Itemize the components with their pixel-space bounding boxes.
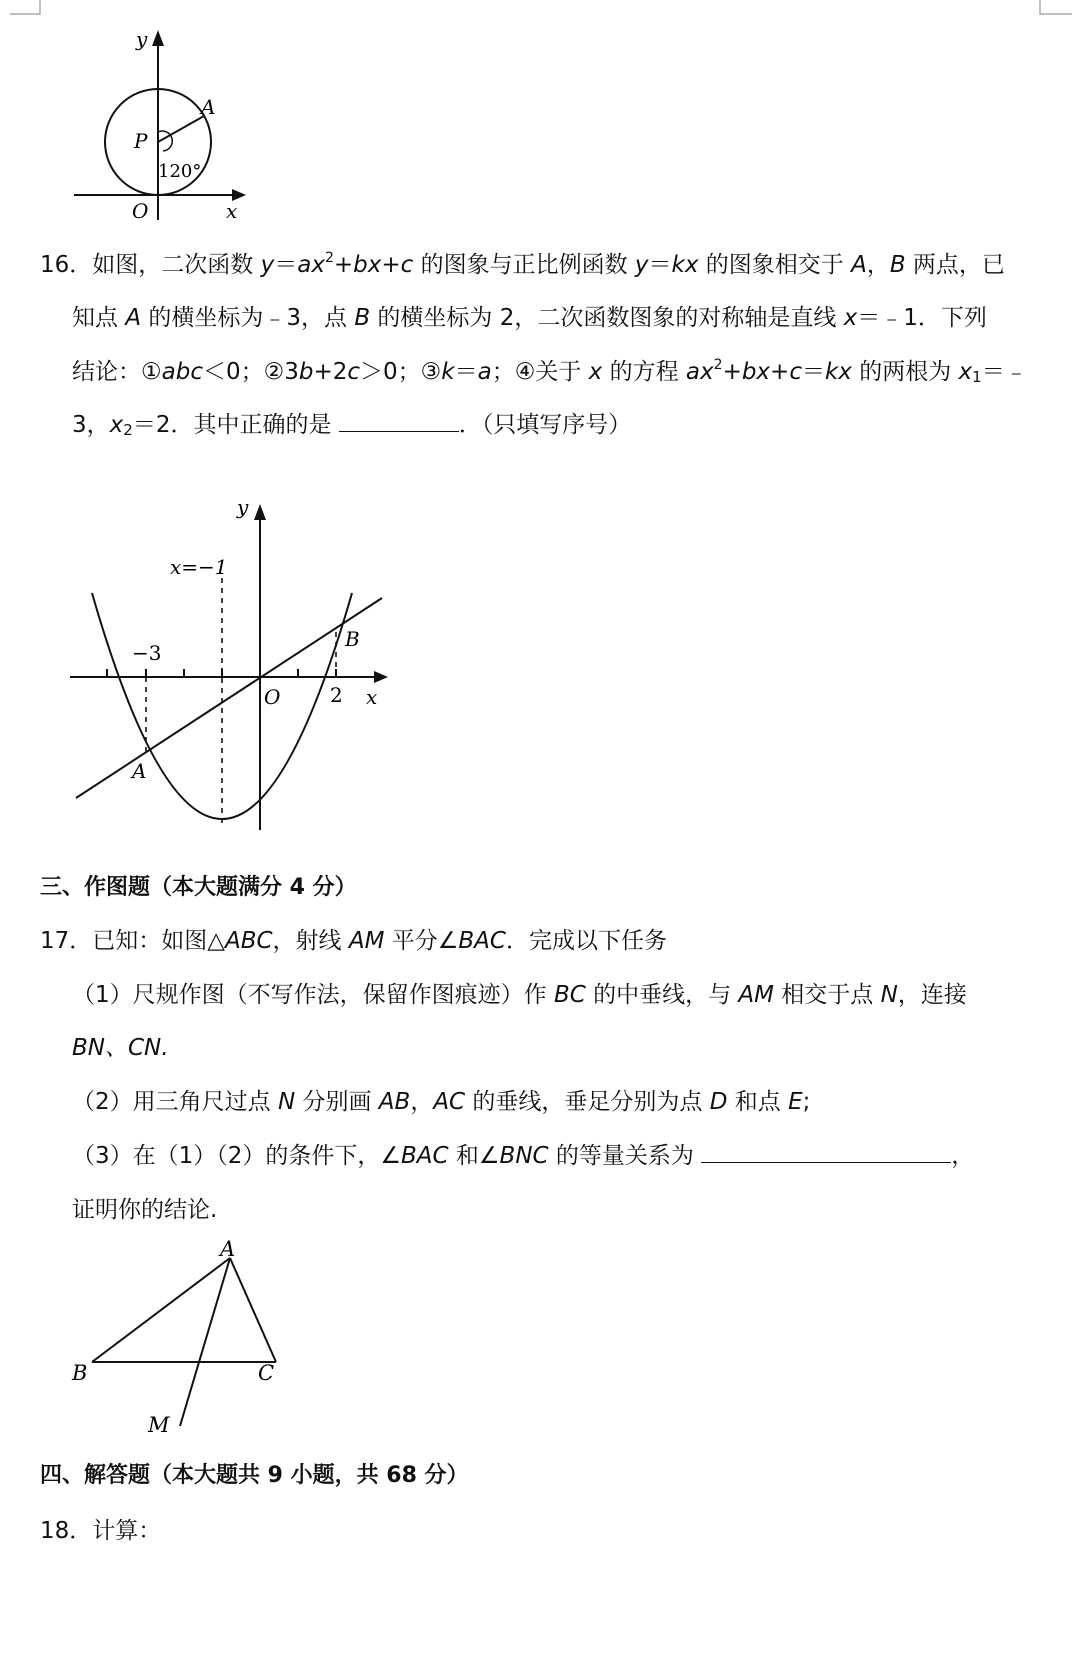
- q16-line-4: 3，$x_2=2$．其中正确的是 ．（只填写序号）: [72, 412, 632, 439]
- circle-x-label: x: [226, 199, 238, 223]
- radius-pa: [158, 116, 204, 142]
- q16-line-3: 结论：①abc＜0；②3b+2c＞0；③k＝a；④关于 x 的方程 $ax^2+bx+c=kx$ 的两根为 $x_1=﹣$: [72, 357, 1028, 386]
- x-axis-arrow: [374, 671, 388, 683]
- point-a-label: A: [201, 95, 216, 119]
- side-ab: [92, 1258, 230, 1362]
- circle-origin-label: O: [132, 199, 149, 223]
- q17-line-1: 17．已知：如图△ABC，射线 AM 平分∠BAC．完成以下任务: [40, 928, 667, 954]
- section-3-heading: 三、作图题（本大题满分 4 分）: [40, 875, 357, 900]
- y-axis-arrow: [254, 504, 266, 520]
- tick-2-label: 2: [330, 683, 343, 707]
- q16-line-1: 16．如图，二次函数 $y=ax^2+bx+c$ 的图象与正比例函数 y＝kx 的图象相交于 A，B 两点，已: [40, 250, 1005, 278]
- q17-part-2: （2）用三角尺过点 N 分别画 AB，AC 的垂线，垂足分别为点 D 和点 E;: [72, 1089, 811, 1115]
- point-a-label: A: [132, 759, 147, 783]
- symmetry-label: x=−1: [170, 555, 228, 579]
- point-b-label: B: [72, 1361, 88, 1385]
- q17-answer-blank[interactable]: [701, 1142, 951, 1163]
- point-m-label: M: [148, 1413, 170, 1437]
- circle-y-label: y: [136, 27, 148, 51]
- q17-part-3-line-2: 证明你的结论.: [72, 1197, 218, 1223]
- angle-120-label: 120°: [158, 161, 202, 182]
- parabola-y-label: y: [237, 495, 249, 519]
- q17-part-1: （1）尺规作图（不写作法，保留作图痕迹）作 BC 的中垂线，与 AM 相交于点 N，连接: [72, 982, 967, 1008]
- side-ac: [230, 1258, 276, 1362]
- point-a-label: A: [220, 1237, 236, 1261]
- q17-part-3: （3）在（1）（2）的条件下，∠BAC 和∠BNC 的等量关系为 ，: [72, 1143, 975, 1169]
- point-b-label: B: [345, 627, 360, 651]
- point-p-label: P: [134, 129, 148, 153]
- q16-answer-blank[interactable]: [339, 411, 459, 432]
- tick-neg3-label: −3: [132, 641, 162, 665]
- q18-line: 18．计算：: [40, 1518, 162, 1544]
- y-axis-arrow: [152, 30, 164, 46]
- parabola-origin-label: O: [264, 685, 281, 709]
- parabola-x-label: x: [366, 685, 378, 709]
- section-4-heading: 四、解答题（本大题共 9 小题，共 68 分）: [40, 1463, 469, 1488]
- ray-am: [180, 1258, 230, 1426]
- triangle-figure: [60, 1236, 360, 1446]
- q17-part-1-line-2: BN、CN.: [72, 1035, 169, 1061]
- circle-figure: [60, 10, 320, 230]
- parabola-curve: [92, 593, 352, 819]
- parabola-figure: [60, 490, 420, 850]
- point-c-label: C: [258, 1361, 275, 1385]
- q16-line-2: 知点 A 的横坐标为﹣3，点 B 的横坐标为 2，二次函数图象的对称轴是直线 x＝﹣1．下列: [72, 305, 987, 331]
